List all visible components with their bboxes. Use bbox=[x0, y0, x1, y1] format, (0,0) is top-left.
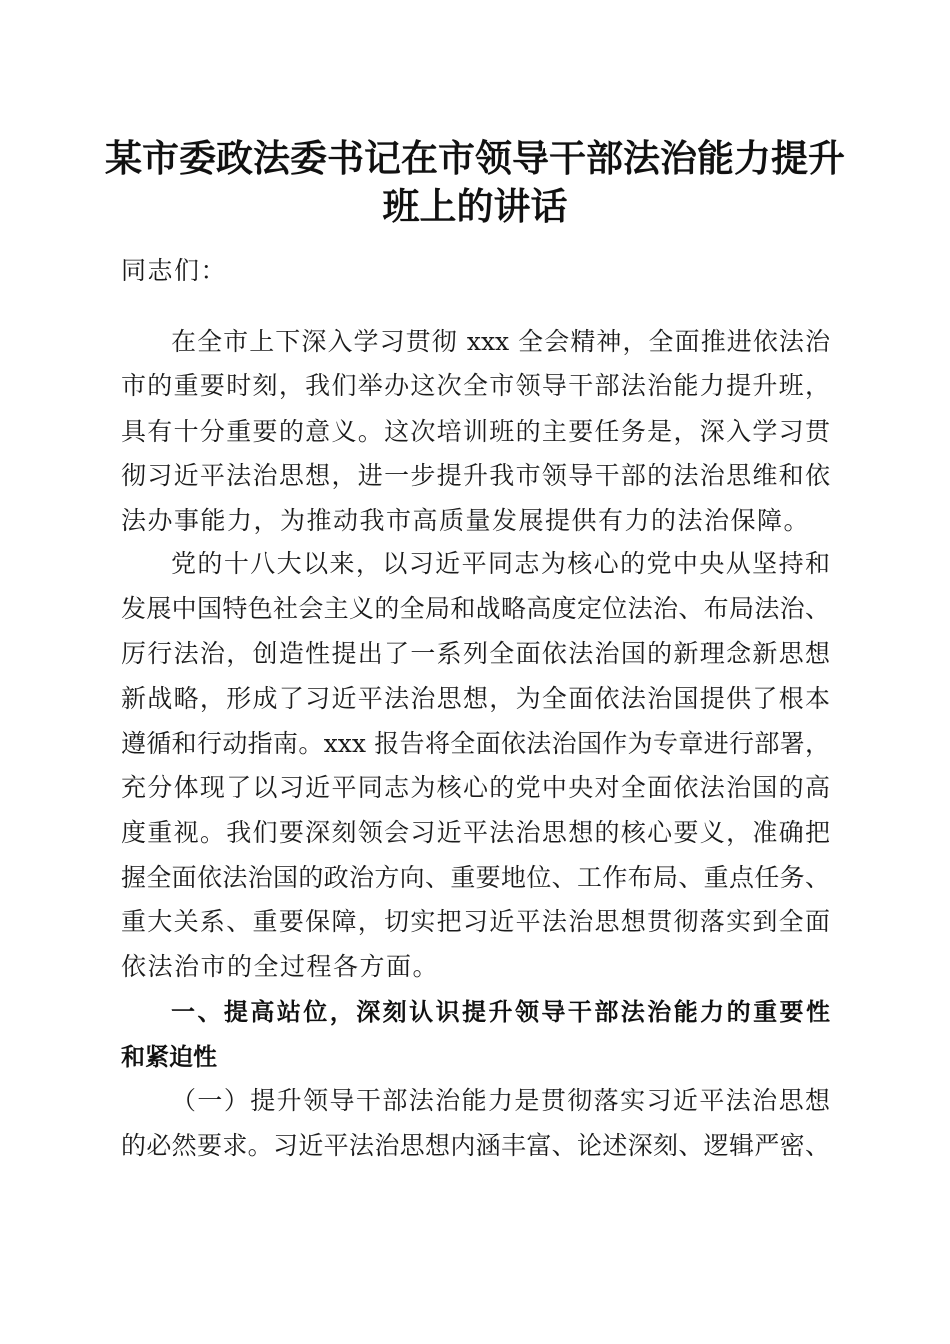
subsection-1-line-1: （一）提升领导干部法治能力是贯彻落实习近平法治思想 bbox=[171, 1086, 830, 1115]
paragraph-2-line-3: 厉行法治，创造性提出了一系列全面依法治国的新理念新思想 bbox=[121, 639, 830, 668]
paragraph-1-line-1: 在全市上下深入学习贯彻 xxx 全会精神，全面推进依法治 bbox=[171, 327, 830, 356]
paragraph-1-line-3: 具有十分重要的意义。这次培训班的主要任务是，深入学习贯 bbox=[121, 417, 830, 446]
paragraph-2-line-6: 充分体现了以习近平同志为核心的党中央对全面依法治国的高 bbox=[121, 773, 830, 802]
paragraph-2-line-8: 握全面依法治国的政治方向、重要地位、工作布局、重点任务、 bbox=[121, 863, 830, 892]
subsection-1-line-2: 的必然要求。习近平法治思想内涵丰富、论述深刻、逻辑严密、 bbox=[121, 1131, 830, 1160]
paragraph-2-line-5: 遵循和行动指南。xxx 报告将全面依法治国作为专章进行部署， bbox=[121, 729, 830, 758]
paragraph-2-line-10: 依法治市的全过程各方面。 bbox=[121, 952, 440, 981]
document-title-line-2: 班上的讲话 bbox=[382, 184, 568, 228]
section-1-heading-line-2: 和紧迫性 bbox=[121, 1043, 217, 1071]
paragraph-2-line-4: 新战略，形成了习近平法治思想，为全面依法治国提供了根本 bbox=[121, 684, 830, 713]
paragraph-1-line-5: 法办事能力，为推动我市高质量发展提供有力的法治保障。 bbox=[121, 506, 811, 535]
paragraph-2-line-7: 度重视。我们要深刻领会习近平法治思想的核心要义，准确把 bbox=[121, 818, 830, 847]
section-1-heading-line-1: 一、提高站位，深刻认识提升领导干部法治能力的重要性 bbox=[171, 998, 830, 1026]
paragraph-1-line-4: 彻习近平法治思想，进一步提升我市领导干部的法治思维和依 bbox=[121, 461, 830, 490]
paragraph-2-line-1: 党的十八大以来，以习近平同志为核心的党中央从坚持和 bbox=[171, 549, 830, 578]
paragraph-2-line-9: 重大关系、重要保障，切实把习近平法治思想贯彻落实到全面 bbox=[121, 907, 830, 936]
paragraph-2-line-2: 发展中国特色社会主义的全局和战略高度定位法治、布局法治、 bbox=[121, 594, 830, 623]
paragraph-1-line-2: 市的重要时刻，我们举办这次全市领导干部法治能力提升班， bbox=[121, 371, 830, 400]
document-title-line-1: 某市委政法委书记在市领导干部法治能力提升 bbox=[105, 136, 845, 180]
salutation: 同志们： bbox=[121, 256, 228, 285]
